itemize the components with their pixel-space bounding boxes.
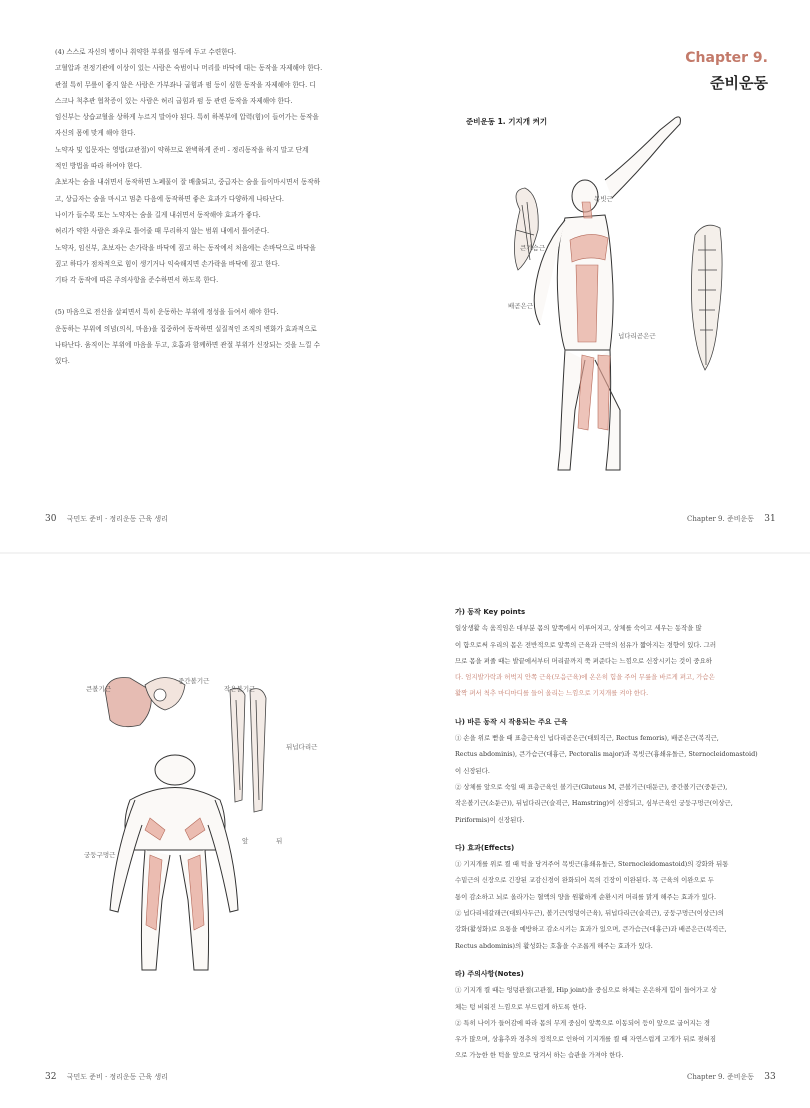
text-line: 므로 몸을 펴줄 때는 발끝에서부터 머리끝까지 쭉 펴준다는 느낌으로 신장시키는 것이 중요하: [455, 656, 712, 665]
folio-left-top: [45, 514, 168, 524]
text-line: 노약자 및 입문자는 영법(교관절)이 약하므로 완벽하게 준비 - 정리동작을 하지 말고 단계: [55, 145, 309, 154]
stretch-figure: [470, 110, 790, 480]
text-line: [55, 288, 360, 304]
text-line: 허리가 약한 사람은 좌우로 틀어줄 때 무리하지 않는 범위 내에서 틀어준다.: [55, 227, 270, 236]
text-line: [455, 954, 771, 966]
label-pectoralis-major: 큰가슴근: [520, 244, 546, 252]
subsection-heading: 다) 효과(Effects): [455, 843, 515, 852]
chapter-title: 준비운동: [710, 74, 768, 92]
text-line: 임신부는 상습교혈을 상하게 누르지 말아야 된다. 특히 하복부에 압력(힘)이 들어가는 동작을: [55, 113, 319, 122]
right-page-text: [455, 604, 771, 1064]
page-number: 33: [764, 1072, 776, 1082]
text-line: 우가 많으며, 상흉추와 경추의 정적으로 인하여 기지개를 켤 때 자연스럽게 고개가 뒤로 젖혀짐: [455, 1035, 716, 1044]
text-line: 강화(활성화)로 요통을 예방하고 감소시키는 효과가 있으며, 큰가슴근(대흉근)과 배곧은근(복직근,: [455, 925, 727, 934]
running-footer: Chapter 9. 준비운동: [687, 515, 754, 523]
folio-right-top: [687, 514, 776, 524]
text-line: ① 손을 위로 뻗을 때 표층근육인 넙다리곧은근(대퇴직근, Rectus femoris), 배곧은근(복직근,: [455, 734, 719, 743]
text-line: 나타난다. 움직이는 부위에 마음을 두고, 호흡과 함께하면 관절 부위가 신장되는 것을 느낄 수: [55, 341, 321, 350]
left-page-text: [55, 44, 360, 370]
page-number: 32: [45, 1072, 57, 1082]
person-figure-bending: [110, 755, 238, 970]
folio-right-bottom: [687, 1072, 776, 1082]
text-line: 노약자, 임신부, 초보자는 손가락을 바닥에 짚고 하는 동작에서 처음에는 손바닥으로 바닥을: [55, 243, 316, 252]
page-number: 30: [45, 514, 57, 524]
text-line: 다. 엄지발가락과 허벅지 안쪽 근육(모음근육)에 온은히 힘을 주어 무릎을 바르게 펴고, 가슴은: [455, 673, 715, 682]
running-footer: Chapter 9. 준비운동: [687, 1073, 754, 1081]
chapter-number: Chapter 9.: [685, 50, 768, 66]
text-line: ② 상체를 앞으로 숙일 때 표층근육인 볼기근(Gluteus M, 큰볼기근(대둔근), 중간볼기근(중둔근),: [455, 782, 728, 791]
text-line: 운동하는 부위에 의념(의식, 마음)을 집중하여 동작하면 실질적인 조직의 변화가 효과적으로: [55, 324, 317, 333]
text-line: 관절 특히 무릎이 좋지 않은 사람은 가부좌나 굽힘과 펌 등이 심한 동작을 자제해야 한다. 디: [55, 80, 316, 89]
text-line: 체는 텅 비워진 느낌으로 부드럽게 하도록 한다.: [455, 1002, 587, 1011]
text-line: Rectus abdominis), 큰가슴근(대흉근, Pectoralis major)과 목빗근(흉쇄유돌근, Sternocleidomastoid): [455, 750, 758, 759]
text-line: 기타 각 동작에 따른 주의사항을 준수하면서 하도록 한다.: [55, 276, 219, 285]
text-line: ① 기지개를 위로 켤 때 턱을 당겨주어 목빗근(흉쇄유돌근, Sternocleidomastoid)의 강화와 뒤통: [455, 860, 729, 869]
text-line: 이 신장된다.: [455, 766, 490, 775]
text-line: Rectus abdominis)의 활성화는 호흡을 수조롭게 해주는 효과가 있다.: [455, 941, 653, 950]
text-line: ① 기지개 켤 때는 엉덩관절(고관절, Hip joint)을 중심으로 하체는 온은하게 힘이 들어가고 상: [455, 986, 717, 995]
bending-figure: [70, 650, 370, 980]
running-footer: 국민도 준비 · 정리운동 근육 생리: [66, 515, 168, 523]
text-line: 통이 감소하고 뇌로 올라가는 혈액의 양을 원활하게 순환시켜 머리를 맑게 해주는 효과가 있다.: [455, 892, 716, 901]
text-line: ② 넙다리네갈래근(대퇴사두근), 볼기근(엉덩이근육), 뒤넙다리근(슬괵근), 궁둥구멍근(이상근)의: [455, 909, 724, 918]
text-line: 작은볼기근(소둔근)), 뒤넙다리근(슬괵근, Hamstring)이 신장되고, 심부근육인 궁둥구멍근(이상근,: [455, 799, 733, 808]
text-line: 고혈압과 전정기관에 이상이 있는 사람은 숙범이나 머리를 바닥에 대는 동작을 자제해야 한다.: [55, 64, 323, 73]
pelvis-illustration: [105, 678, 185, 727]
label-gluteus-minimus: 작은볼기근: [224, 685, 256, 693]
label-piriformis: 궁둥구멍근: [84, 851, 116, 859]
text-line: 으로 가능한 한 턱을 앞으로 당겨서 하는 습관을 가져야 한다.: [455, 1051, 624, 1060]
label-gluteus-maximus: 큰볼기근: [86, 685, 112, 693]
text-line: 나이가 들수록 또는 노약자는 숨을 길게 내쉬면서 동작해야 효과가 좋다.: [55, 210, 261, 219]
back-muscle-illustration: [691, 225, 722, 370]
text-line: 수밑근의 신장으로 긴장된 교감신경이 완화되어 목의 긴장이 이완된다. 목 근육의 이완으로 두: [455, 876, 714, 885]
text-line: ② 특히 나이가 들어감에 따라 몸의 무게 중심이 앞쪽으로 이동되어 등이 앞으로 굽어지는 경: [455, 1018, 711, 1027]
text-line: 이 함으로써 우리의 몸은 전반적으로 앞쪽의 근육과 근막의 섬유가 짧아지는 경향이 있다. 그러: [455, 640, 716, 649]
text-line: (4) 스스로 자신의 병이나 취약한 부위를 염두에 두고 수련한다.: [55, 48, 237, 56]
bottom-spread: [0, 554, 810, 1108]
label-rectus-femoris: 넙다리곧은근: [618, 332, 656, 340]
text-line: 초보자는 숨을 내쉬면서 동작하면 노폐물이 잘 배출되고, 중급자는 숨을 들이마시면서 동작하: [55, 178, 321, 187]
folio-left-bottom: [45, 1072, 168, 1082]
text-line: 활짝 펴서 척추 마디마디를 들어 올리는 느낌으로 기지개를 켜야 한다.: [455, 689, 649, 698]
text-line: 있다.: [55, 357, 70, 366]
running-footer: 국민도 준비 · 정리운동 근육 생리: [66, 1073, 168, 1081]
label-front: 앞: [242, 837, 249, 845]
page-number: 31: [764, 514, 776, 524]
text-line: [455, 702, 771, 714]
text-line: [455, 828, 771, 840]
label-gluteus-medius: 중간볼기근: [178, 677, 210, 685]
label-sternocleidomastoid: 목빗근: [594, 195, 613, 203]
text-line: Piriformis)이 신장된다.: [455, 815, 525, 824]
subsection-heading: 나) 바른 동작 시 작용되는 주요 근육: [455, 717, 568, 726]
subsection-heading: 가) 동작 Key points: [455, 608, 526, 616]
section-title: 준비운동 1. 기지개 켜기: [466, 117, 548, 126]
neck-muscle-illustration: [514, 188, 538, 270]
text-line: (5) 마음으로 전신을 살피면서 특히 운동하는 부위에 정성을 들여서 해야 한다.: [55, 308, 279, 317]
text-line: 자신의 몸에 맞게 해야 한다.: [55, 129, 136, 138]
label-rectus-abdominis: 배곧은근: [508, 302, 534, 310]
text-line: 짚고 하다가 점차적으로 힘이 생기거나 익숙해지면 손가락을 바닥에 짚고 한다.: [55, 259, 280, 268]
subsection-heading: 라) 주의사항(Notes): [455, 969, 524, 978]
hamstring-illustration: [230, 688, 266, 812]
label-back: 뒤: [276, 837, 283, 845]
label-hamstrings: 뒤넙다리근: [286, 743, 318, 751]
text-line: 적인 방법을 따라 하여야 한다.: [55, 162, 142, 171]
text-line: 일상생활 속 움직임은 대부분 몸의 앞쪽에서 이루어지고, 상체를 숙이고 세우는 동작을 많: [455, 624, 702, 633]
text-line: 고, 상급자는 숨을 마시고 멈춘 다음에 동작하면 좋은 효과가 다양하게 나타난다.: [55, 194, 284, 203]
text-line: 스크나 척추관 협착증이 있는 사람은 허리 굽힘과 펌 등 관련 동작을 자제해야 한다.: [55, 96, 293, 105]
